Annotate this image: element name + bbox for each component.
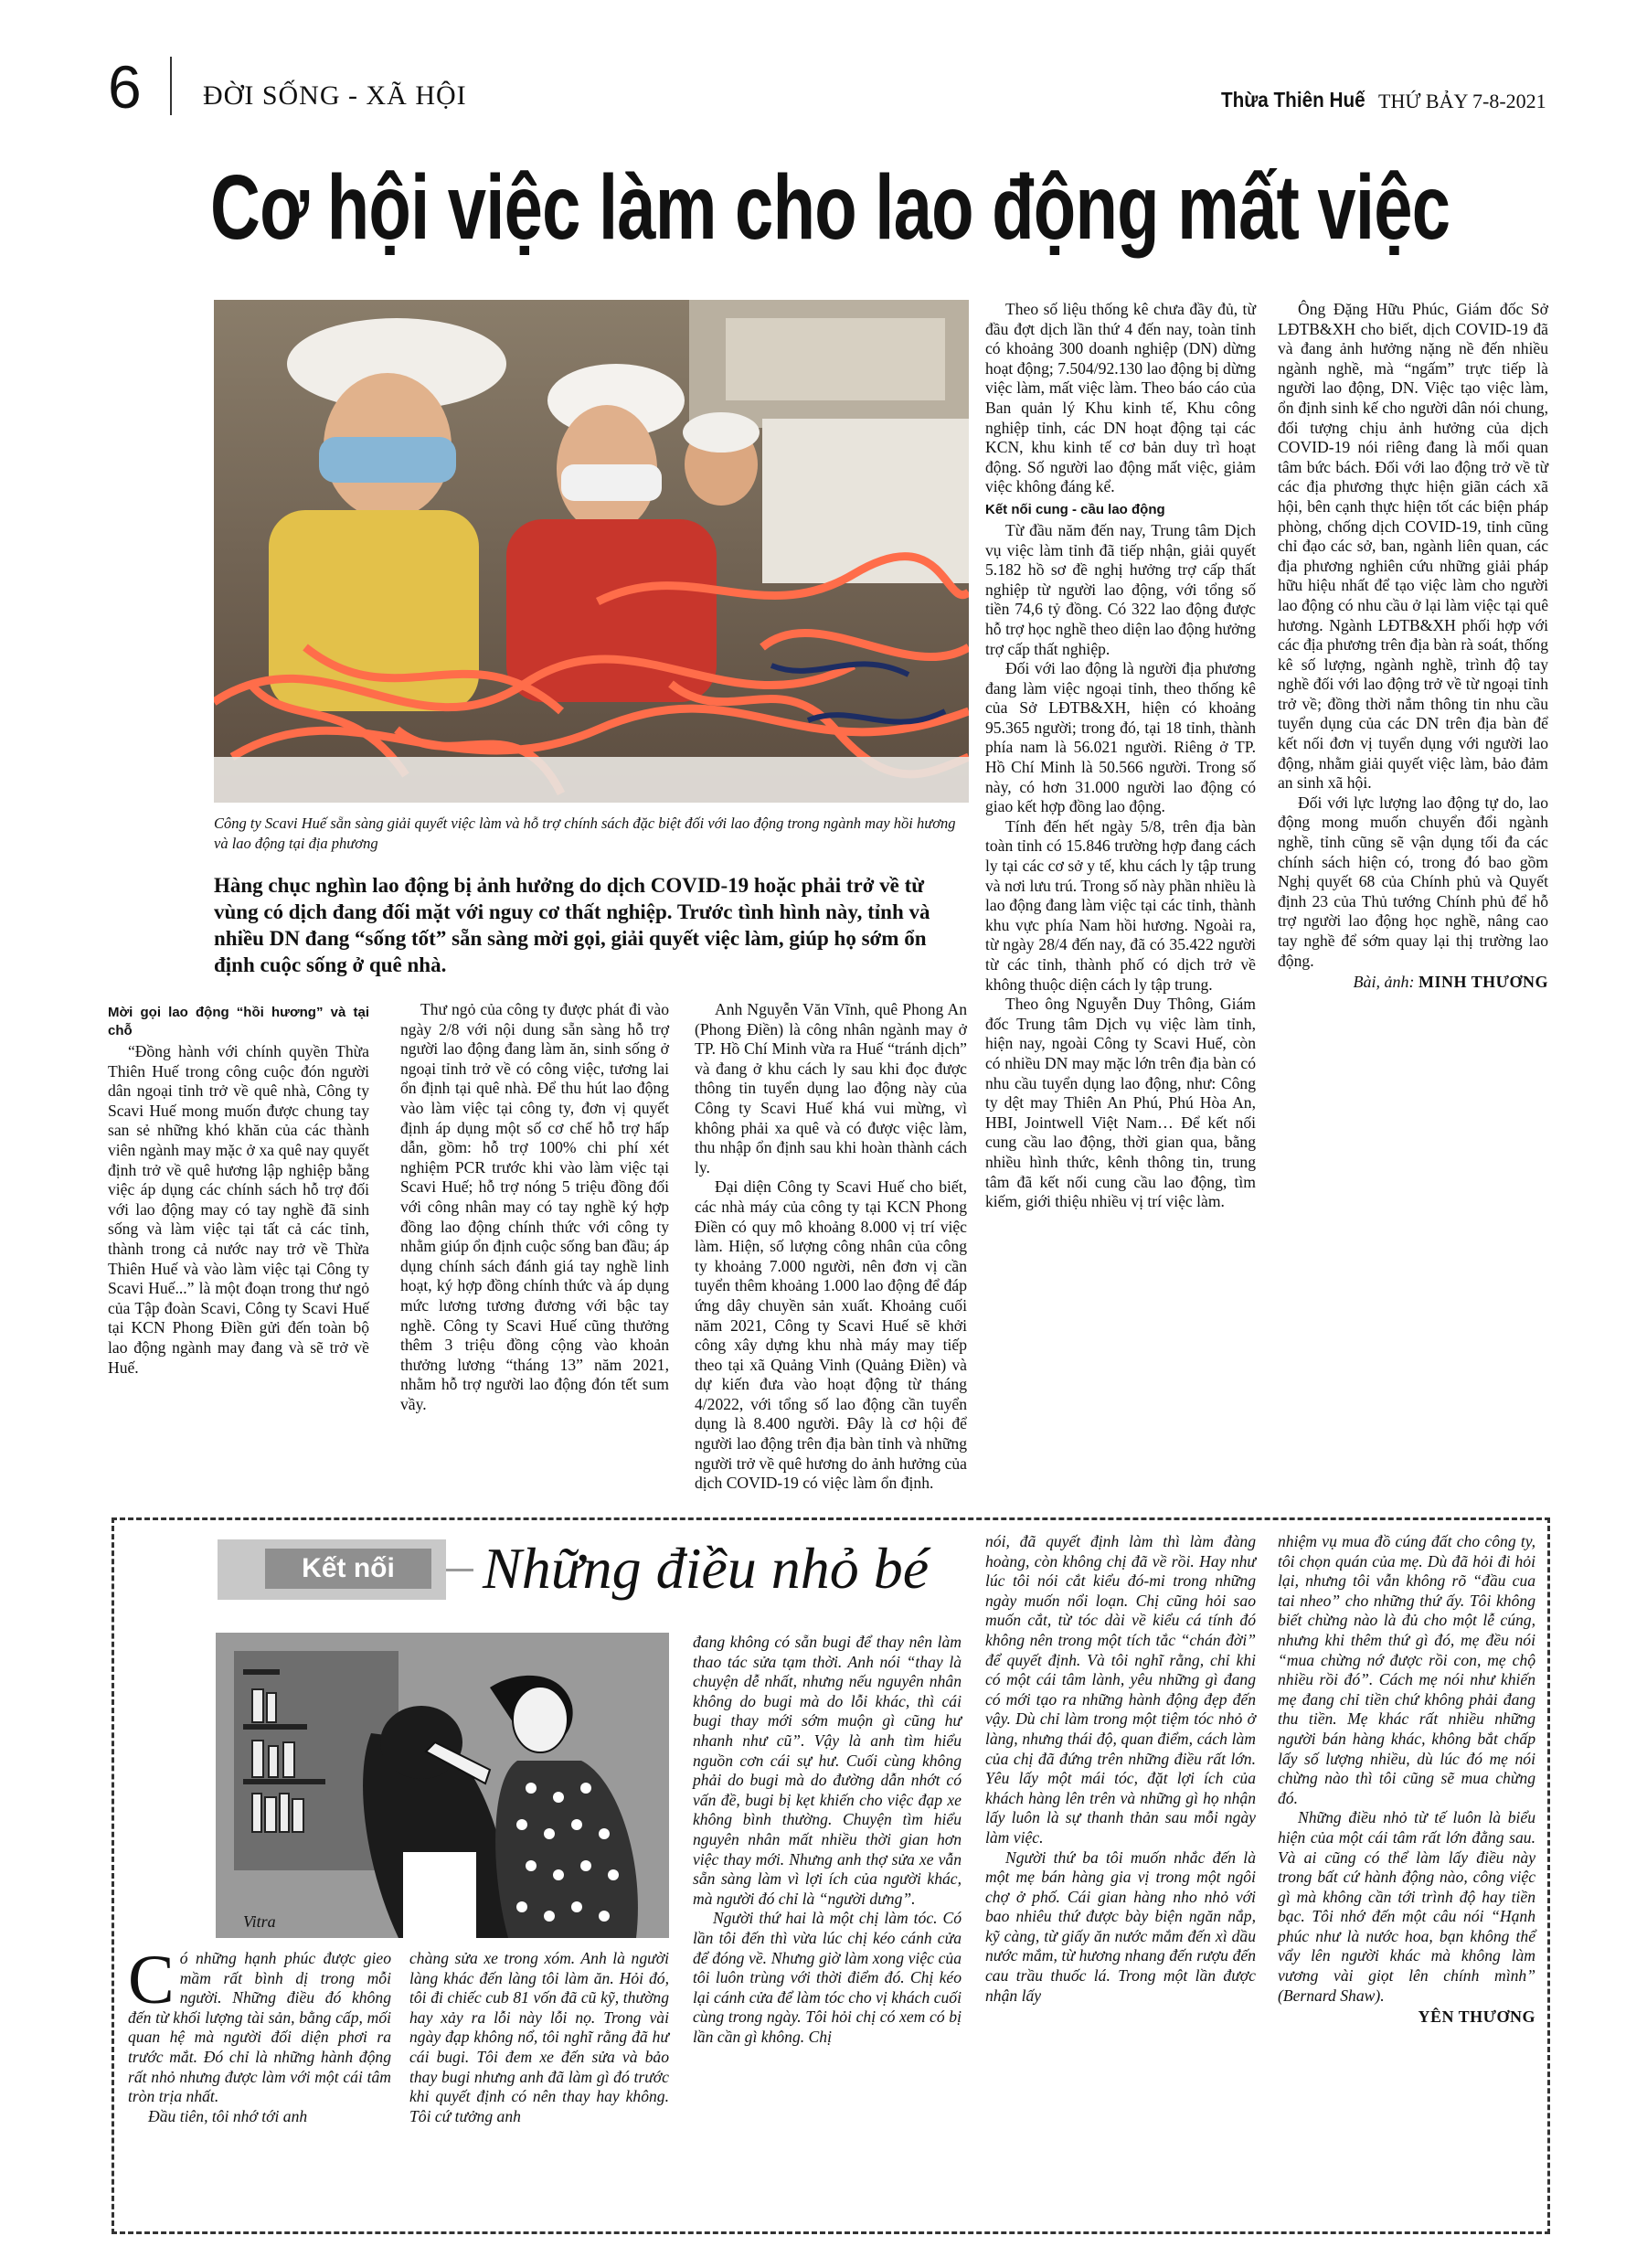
article-column-5 [1278,300,1548,993]
byline-prefix: Bài, ảnh: [1353,973,1415,992]
header-divider [170,57,172,115]
paragraph: Theo số liệu thống kê chưa đầy đủ, từ đầu đợt dịch lần thứ 4 đến nay, toàn tỉnh có khoảng 300 doanh nghiệp (DN) dừng hoạt động; 7.504/92.130 lao động bị dừng việc làm, mất việc làm. Theo báo cáo của Ban quản lý Khu kinh tế, Khu công nghiệp tỉnh, các DN hoạt động tại các KCN, khu kinh tế cơ bản duy trì hoạt động. Số người lao động mất việc, giảm việc không đáng kể. [985,300,1256,496]
byline-name: MINH THƯƠNG [1418,973,1548,992]
paragraph: Đối với lao động là người địa phương đang làm việc ngoại tỉnh, theo thống kê của Sở LĐTB&XH, hiện có khoảng 95.365 người; trong đó, tại 18 tỉnh, thành phía nam là 56.021 người. Riêng ở TP. Hồ Chí Minh là 50.566 người. Trong số này, có hơn 31.000 người lao động có giao kết hợp đồng lao động. [985,659,1256,816]
subhead-moi-goi: Mời gọi lao động “hồi hương” và tại chỗ [108,1005,369,1038]
publication-name: Thừa Thiên Huế [1221,88,1365,112]
page-number: 6 [108,53,142,121]
article-headline: Cơ hội việc làm cho lao động mất việc [210,156,1450,259]
section-title: ĐỜI SỐNG - XÃ HỘI [203,80,467,111]
ketnoi-column-5 [1278,1532,1535,2028]
dropcap-paragraph-text: ó những hạnh phúc được gieo mầm rất bình dị trong mỗi người. Những điều đó không đến từ khối lượng tài sản, bằng cấp, mối quan hệ mà người đối diện phơi ra trước mắt. Đó chỉ là những hành động rất nhỏ nhưng được làm với một cái tâm tròn trịa nhất. [128,1949,391,2106]
paragraph: Đại diện Công ty Scavi Huế cho biết, các nhà máy của công ty tại KCN Phong Điền có quy mô khoảng 8.000 vị trí việc làm. Hiện, số lượng công nhân của công ty khoảng 7.000 người, nên đơn vị cần tuyển thêm khoảng 1.000 lao động để đáp ứng dây chuyền sản xuất. Khoảng cuối năm 2021, Công ty Scavi Huế sẽ khởi công xây dựng khu nhà máy may tiếp theo tại xã Quảng Vinh (Quảng Điền) và dự kiến đưa vào hoạt động từ tháng 4/2022, với tổng số lao động cần tuyển dụng là 8.400 người. Đây là cơ hội để người lao động trên địa bàn tỉnh và những người trở về quê hương do ảnh hưởng của dịch COVID-19 có việc làm ổn định. [695,1177,967,1493]
ketnoi-byline-name: YÊN THƯƠNG [1418,2007,1535,2027]
dropcap: C [128,1942,175,2018]
ketnoi-illustration [216,1633,669,1938]
paragraph: Theo ông Nguyễn Duy Thông, Giám đốc Trung tâm Dịch vụ việc làm tỉnh, hiện nay, ngoài Công ty Scavi Huế, còn có nhiều DN may mặc lớn trên địa bàn có nhu cầu tuyển dụng lao động, như: Công ty dệt may Thiên An Phú, Phú Hòa An, HBI, Jointwell Việt Nam… Để kết nối cung cầu lao động, thời gian qua, bằng nhiều hình thức, kênh thông tin, trung tâm đã kết nối cung cầu lao động, tìm kiếm, giới thiệu nhiều vị trí việc làm. [985,995,1256,1211]
illustration-signature: Vitra [243,1912,276,1931]
article-sapo: Hàng chục nghìn lao động bị ảnh hưởng do dịch COVID-19 hoặc phải trở về từ vùng có dịch đang đối mặt với nguy cơ thất nghiệp. Trước tình hình này, tỉnh và nhiều DN đang “sống tốt” sẵn sàng mời gọi, giải quyết việc làm, giúp họ sớm ổn định cuộc sống ở quê nhà. [214,874,930,976]
paragraph: Người thứ ba tôi muốn nhắc đến là một mẹ bán hàng gia vị trong một ngôi chợ ở phố. Cái gian hàng nho nhỏ với bao nhiêu thứ được bày biện ngăn nắp, kỹ càng, từ giấy ăn nước mắm đến xì dầu nước mắm, từ hương nhang đến rượu đến cau trầu thuốc lá. Trong một lần được nhận lấy [985,1847,1256,2005]
paragraph: Đầu tiên, tôi nhớ tới anh [148,2106,308,2125]
article-column-2 [400,1000,669,1414]
article-column-1 [108,1000,369,1378]
paragraph: Tính đến hết ngày 5/8, trên địa bàn toàn tỉnh có 15.846 trường hợp đang cách ly tại các cơ sở y tế, khu cách ly tập trung và nơi lưu trú. Trong số này phần nhiều là lao động đang làm việc tại các tỉnh, thành khu vực phía Nam hồi hương. Ngoài ra, từ ngày 28/4 đến nay, đã có 35.422 người từ các tỉnh, thành phố có dịch trở về không thuộc diện cách ly tập trung. [985,816,1256,994]
paragraph: Ông Đặng Hữu Phúc, Giám đốc Sở LĐTB&XH cho biết, dịch COVID-19 đã và đang ảnh hưởng nặng nề đến nhiều ngành nghề, mà “ngấm” trực tiếp là người lao động, DN. Việc tạo việc làm, ổn định sinh kế cho người dân nói chung, đối tượng chịu ảnh hưởng của dịch COVID-19 nói riêng đang là mối quan tâm bức bách. Đối với lao động trở về từ các địa phương thực hiện giãn cách xã hội, bên cạnh thực hiện tốt các biện pháp phòng, chống dịch COVID-19, tỉnh cũng chỉ đạo các sở, ban, ngành liên quan, các địa phương nghiên cứu những giải pháp hữu hiệu nhất để tạo việc làm cho người lao động có nhu cầu ở lại làm việc tại quê hương. Ngành LĐTB&XH phối hợp với các địa phương trên địa bàn rà soát, thống kê số lượng, ngành nghề, trình độ tay nghề đối với lao động trở về từ ngoại tỉnh trở về; đồng thời nắm thông tin nhu cầu tuyển dụng của các DN trên địa bàn để kết nối đơn vị tuyển dụng với người lao động, nhằm giải quyết việc làm, bảo đảm an sinh xã hội. [1278,300,1548,793]
ketnoi-column-1 [128,1942,391,2126]
ketnoi-column-2 [409,1949,669,2126]
paragraph: “Đồng hành với chính quyền Thừa Thiên Huế trong công cuộc đón người dân ngoại tỉnh trở về quê nhà, Công ty Scavi Huế mong muốn được chung tay san sẻ những khó khăn của các thành viên ngành may mặc ở xa quê nay quyết định trở về quê hương lập nghiệp bằng việc áp dụng các chính sách hỗ trợ đối với lao động may có tay nghề đã sinh sống và làm việc tại tất cả các tỉnh, thành trong cả nước nay trở về Thừa Thiên Huế và vào làm việc tại Công ty Scavi Huế...” là một đoạn trong thư ngỏ của Tập đoàn Scavi, Công ty Scavi Huế tại KCN Phong Điền gửi đến toàn bộ lao động ngành may đang và sẽ trở về Huế. [108,1042,369,1377]
ketnoi-column-3 [693,1633,962,2047]
ketnoi-column-4 [985,1532,1256,2006]
ketnoi-label-rule [446,1569,473,1571]
ketnoi-byline [1278,2007,1535,2028]
article-byline [1278,973,1548,993]
subhead-ket-noi: Kết nối cung - cầu lao động [985,501,1165,517]
article-column-4 [985,300,1256,1212]
paragraph: Đối với lực lượng lao động tự do, lao động mong muốn chuyển đổi ngành nghề, tỉnh cũng sẽ vận dụng tối đa các chính sách hiện có, trong đó bao gồm Nghị quyết 68 của Chính phủ và Quyết định 23 của Thủ tướng Chính phủ để hỗ trợ người lao động học nghề, nâng cao tay nghề để sớm quay lại thị trường lao động. [1278,793,1548,970]
paragraph: nhiệm vụ mua đồ cúng đất cho công ty, tôi chọn quán của mẹ. Dù đã hỏi đi hỏi lại, nhưng tôi vẫn không rõ “đầu cua tai nheo” cho những thứ ấy. Tôi không biết chừng nào là đủ cho một lễ cúng, nhưng khi thêm thứ gì đó, mẹ đều nói “mua chừng nớ được rồi con, mẹ chộ nhiều rồi đó”. Cách mẹ nói như khiến mẹ đang chỉ tiền chứ không phải đang thu tiền. Mẹ khác rất nhiều những người bán hàng khác, không bắt chấp lấy số lượng nhiều, dù lúc đó mẹ nói chừng nào thì tôi cũng sẽ mua chừng đó. [1278,1532,1535,1807]
paragraph: Từ đầu năm đến nay, Trung tâm Dịch vụ việc làm tỉnh đã tiếp nhận, giải quyết 5.182 hồ sơ đề nghị hưởng trợ cấp thất nghiệp từ người lao động, với tổng số tiền 74,6 tỷ đồng. Có 322 lao động được hỗ trợ học nghề theo diện lao động hưởng trợ cấp thất nghiệp. [985,520,1256,658]
paragraph: Anh Nguyễn Văn Vĩnh, quê Phong An (Phong Điền) là công nhân ngành may ở TP. Hồ Chí Minh vừa ra Huế “tránh dịch” và đang ở khu cách ly sau khi đọc được thông tin tuyển dụng lao động này của Công ty Scavi Huế khá vui mừng, vì không phải xa quê và có được việc làm, thu nhập ổn định sau khi hoàn thành cách ly. [695,1000,967,1177]
publication-date: THỨ BẢY 7-8-2021 [1378,90,1546,112]
photo-caption: Công ty Scavi Huế sẵn sàng giải quyết việc làm và hỗ trợ chính sách đặc biệt đối với lao động trong ngành may hồi hương và lao động tại địa phương [214,815,956,852]
ketnoi-label: Kết nối [265,1549,431,1589]
paragraph: đang không có sẵn bugi để thay nên làm thao tác sửa tạm thời. Anh nói “thay là chuyện dễ nhất, nhưng nếu nguyên nhân không do bugi mà do lỗi khác, thì cái bugi thay mới sớm muộn gì cũng hư nhanh như cũ”. Vậy là anh tìm hiểu nguồn cơn cái sự hư. Cuối cùng không phải do bugi mà do đường dẫn nhớt có vấn đề, bugi bị kẹt khiến cho việc đạp xe không bình thường. Chuyện tìm hiểu nguyên nhân mất nhiều thời gian hơn việc thay mới. Nhưng anh thợ sửa xe vẫn sẵn sàng làm vì lợi ích của người khác, mà người đó chỉ là “người dưng”. [693,1633,962,1908]
paragraph: Người thứ hai là một chị làm tóc. Có lần tôi đến thì vừa lúc chị kéo cánh cửa để đóng về. Nhưng giờ làm xong việc của tôi luôn trùng với thời điểm đó. Chị kéo lại cánh cửa để làm tóc cho vị khách cuối cùng trong ngày. Tôi hỏi chị có xem có bị lần cần gì không. Chị [693,1909,962,2046]
ketnoi-title: Những điều nhỏ bé [483,1536,930,1601]
paragraph [128,1942,391,2107]
paragraph: nói, đã quyết định làm thì làm đàng hoàng, còn không chị đã về rồi. Hay như lúc tôi nói cắt kiểu đó-mi trong những ngày muốn nổi loạn. Chị cũng hỏi sao muốn cắt, từ tóc dài về kiểu cá tính đó không nên trong một tích tắc “chán đời” để quyết định. Và tôi nghĩ rằng, chỉ khi có một cái tâm lành, yêu những gì đang có mới tạo ra những hành động đẹp đến vậy. Dù chỉ làm trong một tiệm tóc nhỏ ở làng, nhưng thái độ, quan điểm, cách làm của chị đã đứng trên những điều rất lớn. Yêu lấy một mái tóc, đặt lợi ích của khách hàng lên trên và những gì họ nhận lấy luôn là sự thanh thản sau mỗi ngày làm việc. [985,1532,1256,1847]
article-column-3 [695,1000,967,1494]
article-photo [214,300,969,803]
paragraph: chàng sửa xe trong xóm. Anh là người làng khác đến làng tôi làm ăn. Hỏi đó, tôi đi chiếc cub 81 vốn đã cũ kỹ, thường hay xảy ra lỗi này lỗi nọ. Trong vài ngày đạp không nổ, tôi nghĩ rằng đã hư cái bugi. Tôi đem xe đến sửa và bảo thay bugi nhưng anh đã làm gì đó trước khi quyết định có nên thay hay không. Tôi cứ tưởng anh [409,1949,669,2125]
paragraph: Thư ngỏ của công ty được phát đi vào ngày 2/8 với nội dung sẵn sàng hỗ trợ người lao động đang làm ăn, sinh sống ở ngoại tỉnh trở về có công việc, tương lai ổn định tại quê nhà. Để thu hút lao động vào làm việc tại công ty, đơn vị quyết định áp dụng một số cơ chế hỗ trợ hấp dẫn, gồm: hỗ trợ 100% chi phí xét nghiệm PCR trước khi vào làm việc tại Scavi Huế; hỗ trợ nóng 5 triệu đồng đối với công nhân may có tay nghề ký hợp đồng lao động chính thức với công ty nhằm giúp ổn định cuộc sống ban đầu; áp dụng chính sách đánh giá tay nghề linh hoạt, ký hợp đồng chính thức và áp dụng mức lương tương đương với bậc tay nghề. Công ty Scavi Huế cũng thưởng thêm 3 triệu đồng cộng vào khoản thưởng lương “tháng 13” năm 2021, nhằm hỗ trợ người lao động đón tết sum vầy. [400,1000,669,1413]
paragraph: Những điều nhỏ từ tế luôn là biểu hiện của một cái tâm rất lớn đằng sau. Và ai cũng có thể làm lấy điều này trong bất cứ hành động nào, công việc gì mà không cần tới trình độ hay tiền bạc. Tôi nhớ đến một câu nói “Hạnh phúc như là nước hoa, bạn không thể vẩy lên người khác mà không làm vương vài giọt lên chính mình” (Bernard Shaw). [1278,1808,1535,2005]
